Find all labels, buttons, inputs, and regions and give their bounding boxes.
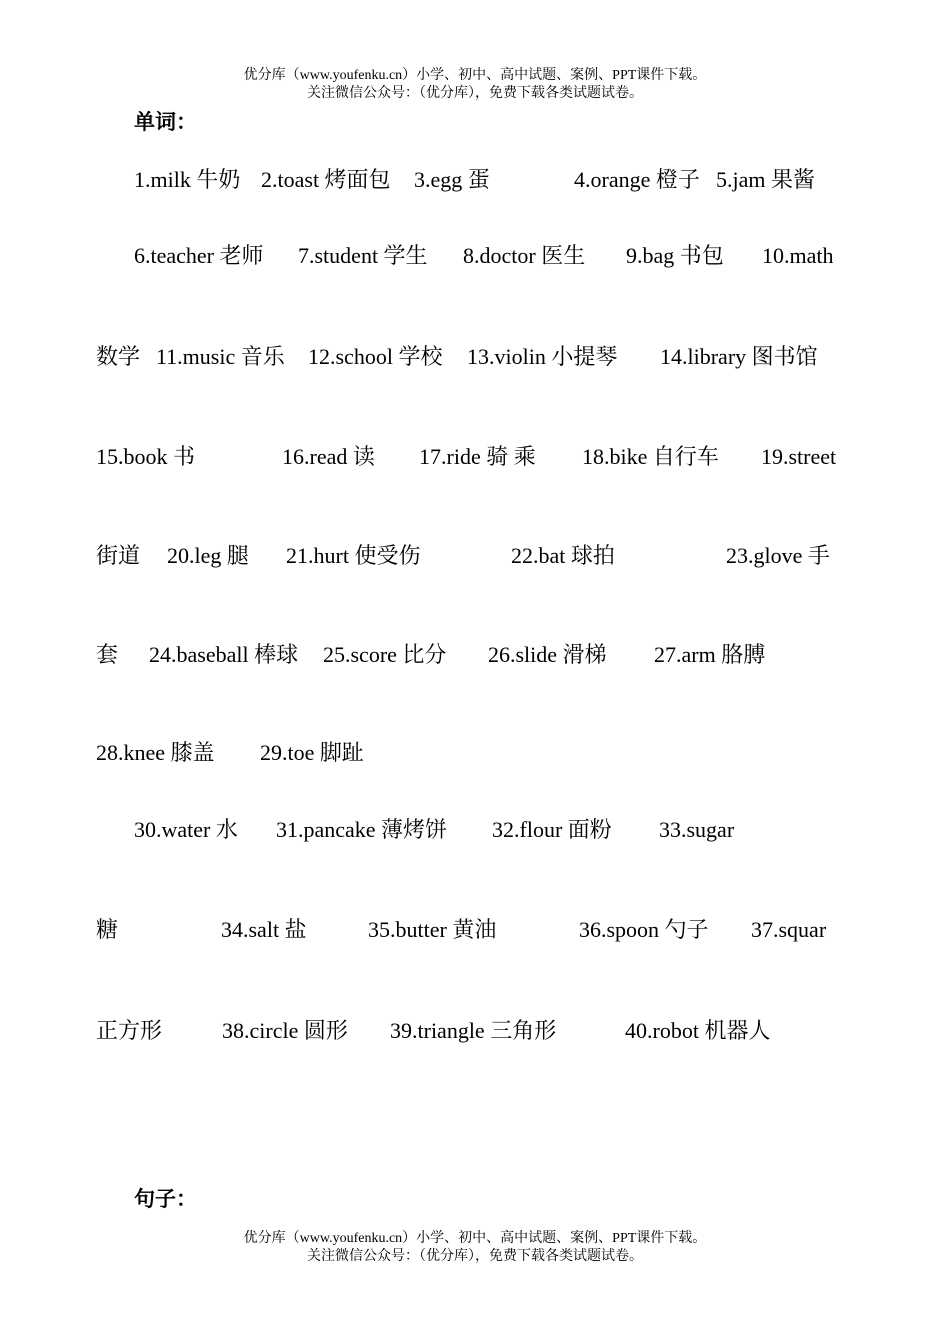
word-item: 35.butter 黄油	[368, 917, 497, 942]
word-item: 31.pancake 薄烤饼	[276, 817, 448, 842]
word-item: 13.violin 小提琴	[467, 344, 618, 369]
header-line-1: 优分库（www.youfenku.cn）小学、初中、高中试题、案例、PPT课件下载。	[243, 68, 707, 83]
word-item: 糖	[96, 917, 119, 942]
word-item: 6.teacher 老师	[134, 243, 264, 268]
page-header	[0, 67, 950, 103]
word-item: 34.salt 盐	[221, 917, 307, 942]
word-item: 街道	[96, 543, 141, 568]
word-item: 9.bag 书包	[626, 243, 724, 268]
word-item: 38.circle 圆形	[222, 1018, 348, 1043]
word-item: 4.orange 橙子	[574, 167, 700, 192]
word-item: 2.toast 烤面包	[261, 167, 391, 192]
word-item: 10.math	[762, 243, 834, 268]
word-item: 26.slide 滑梯	[488, 642, 607, 667]
word-item: 21.hurt 使受伤	[286, 543, 421, 568]
header-line-2: 关注微信公众号：（优分库），免费下载各类试题试卷。	[307, 86, 643, 101]
word-item: 5.jam 果酱	[716, 167, 815, 192]
word-item: 25.score 比分	[323, 642, 447, 667]
word-item: 22.bat 球拍	[511, 543, 615, 568]
word-item: 16.read 读	[282, 444, 375, 469]
word-item: 11.music 音乐	[156, 344, 285, 369]
word-item: 12.school 学校	[308, 344, 443, 369]
words-heading: 单词：	[134, 110, 197, 134]
word-item: 1.milk 牛奶	[134, 167, 241, 192]
footer-line-1: 优分库（www.youfenku.cn）小学、初中、高中试题、案例、PPT课件下载。	[243, 1231, 707, 1246]
word-item: 33.sugar	[659, 817, 735, 842]
word-item: 29.toe 脚趾	[260, 740, 364, 765]
word-item: 18.bike 自行车	[582, 444, 719, 469]
word-item: 37.squar	[751, 917, 827, 942]
word-item: 27.arm 胳膊	[654, 642, 766, 667]
word-item: 8.doctor 医生	[463, 243, 586, 268]
sentences-heading: 句子：	[134, 1187, 197, 1211]
word-item: 36.spoon 勺子	[579, 917, 709, 942]
word-item: 15.book 书	[96, 444, 196, 469]
word-item: 14.library 图书馆	[660, 344, 818, 369]
word-item: 套	[96, 642, 119, 667]
word-item: 20.leg 腿	[167, 543, 249, 568]
word-item: 17.ride 骑 乘	[419, 444, 536, 469]
footer-line-2: 关注微信公众号：（优分库），免费下载各类试题试卷。	[307, 1249, 643, 1264]
word-item: 40.robot 机器人	[625, 1018, 771, 1043]
word-item: 32.flour 面粉	[492, 817, 612, 842]
page-footer	[0, 1230, 950, 1266]
word-item: 23.glove 手	[726, 543, 830, 568]
word-item: 数学	[96, 344, 141, 369]
word-item: 正方形	[96, 1018, 163, 1043]
word-item: 39.triangle 三角形	[390, 1018, 557, 1043]
word-item: 24.baseball 棒球	[149, 642, 299, 667]
word-item: 28.knee 膝盖	[96, 740, 215, 765]
word-item: 7.student 学生	[298, 243, 428, 268]
word-item: 30.water 水	[134, 817, 238, 842]
word-item: 19.street	[761, 444, 837, 469]
word-item: 3.egg 蛋	[414, 167, 490, 192]
